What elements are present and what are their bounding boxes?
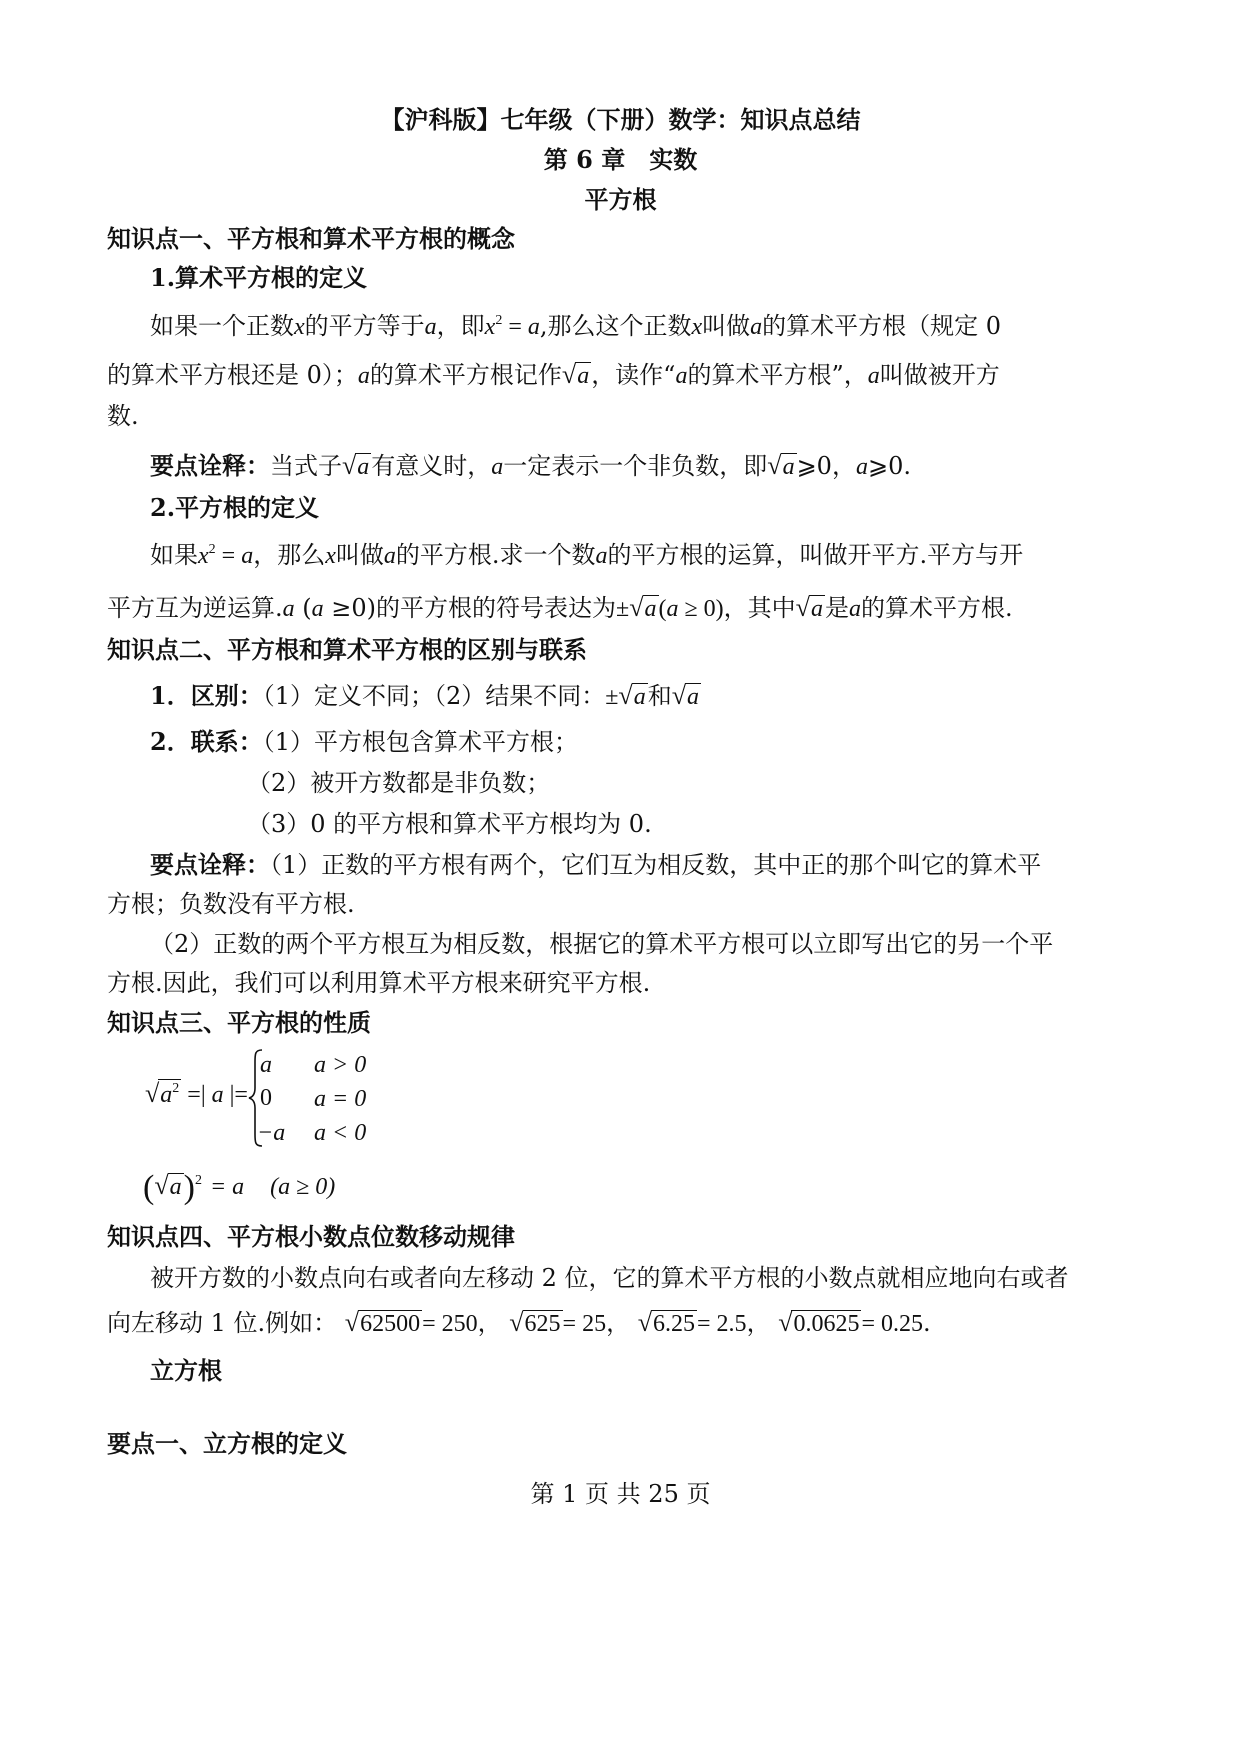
kp2-relation-item-3: （3）0 的平方根和算术平方根均为 0. [247,810,652,838]
kp1-def2-line2: 平方互为逆运算.a (a ≥0)的平方根的符号表达为±√a(a ≥ 0)，其中√a是a的算术平方根. [107,593,1013,622]
kp4-line2: 向左移动 1 位.例如： √62500= 250， √625= 25， √6.25= 2.5， √0.0625= 0.25. [107,1308,931,1337]
cube-root-kp1-heading: 要点一、立方根的定义 [107,1429,347,1458]
kp2-difference: 1．区别：（1）定义不同；（2）结果不同：±√a和√a [150,681,699,710]
kp2-note-1-line1: 要点诠释：（1）正数的平方根有两个，它们互为相反数，其中正的那个叫它的算术平 [150,850,1042,879]
kp4-heading: 知识点四、平方根小数点位数移动规律 [107,1222,515,1251]
kp1-def1-line1: 如果一个正数x的平方等于a，即$x^2 = a$,那么这个正数x叫做a的算术平方根（规定 0 [150,312,1002,340]
sqrt-a: √a [561,360,590,389]
kp2-relation: 2．联系：（1）平方根包含算术平方根； [150,727,578,756]
kp2-relation-item-2: （2）被开方数都是非负数； [247,769,551,797]
section-title-square-root: 平方根 [584,185,657,214]
kp1-def1-line2: 的算术平方根还是 0）；a的算术平方根记作√a，读作“a的算术平方根”，a叫做被开方 [107,359,1000,392]
kp1-def1-line3: 数. [107,402,139,430]
kp1-sub2: 2.平方根的定义 [150,493,320,522]
page-footer: 第 1 页 共 25 页 [530,1480,711,1508]
sqrt-square-formula: $(√a)^2 = a$ (a ≥ 0) [143,1169,336,1206]
kp1-def2-line1: 如果$x^2 = a$，那么x叫做a的平方根.求一个数a的平方根的运算，叫做开平方.平方与开 [150,541,1024,569]
kp3-heading: 知识点三、平方根的性质 [107,1008,371,1037]
kp1-note: 要点诠释：当式子√a有意义时，a一定表示一个非负数，即√a⩾0，a⩾0. [150,451,911,480]
kp1-heading: 知识点一、平方根和算术平方根的概念 [107,224,515,253]
document-title: 【沪科版】七年级（下册）数学：知识点总结 [380,105,861,134]
kp2-heading: 知识点二、平方根和算术平方根的区别与联系 [107,635,587,664]
kp2-note-1-line2: 方根；负数没有平方根. [107,890,355,918]
kp2-note-2-line1: （2）正数的两个平方根互为相反数，根据它的算术平方根可以立即写出它的另一个平 [150,930,1054,958]
kp1-sub1: 1.算术平方根的定义 [150,263,368,292]
chapter-title: 第 6 章 实数 [543,145,698,174]
kp2-note-2-line2: 方根.因此，我们可以利用算术平方根来研究平方根. [107,969,651,997]
kp4-line1: 被开方数的小数点向右或者向左移动 2 位，它的算术平方根的小数点就相应地向右或者 [150,1264,1069,1292]
section-title-cube-root: 立方根 [150,1356,222,1385]
